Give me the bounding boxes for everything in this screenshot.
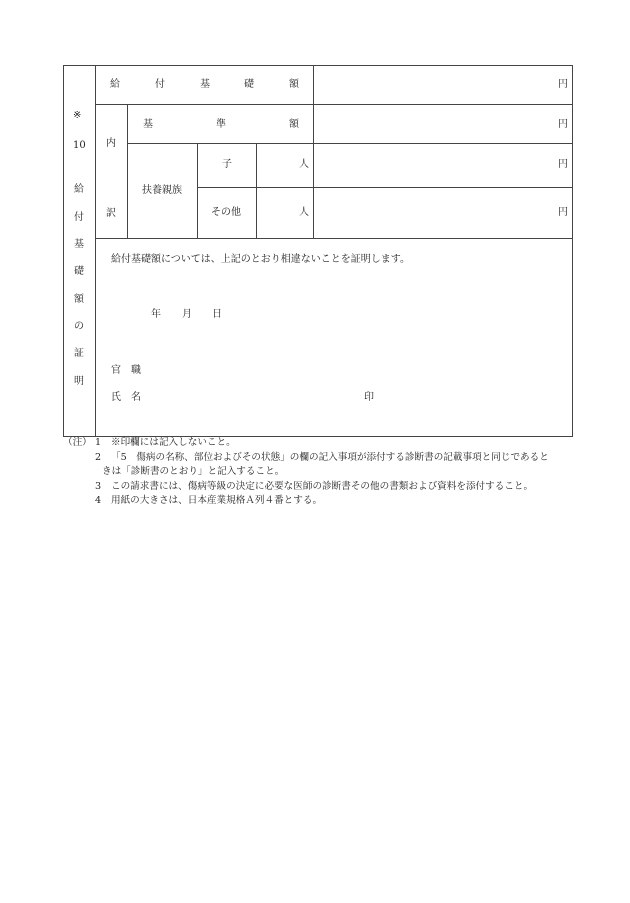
- breakdown-char: 訳: [106, 208, 116, 219]
- certificate-table: [63, 65, 573, 437]
- section-title-char: 給: [74, 184, 84, 195]
- breakdown-char: 内: [106, 138, 116, 149]
- person-unit: 人: [299, 207, 309, 218]
- child-label: 子: [222, 159, 232, 170]
- section-title-char: 基: [74, 239, 84, 250]
- date-month: 月: [182, 309, 192, 320]
- divider: [127, 143, 573, 144]
- section-title-char: 明: [74, 376, 84, 387]
- other-label: その他: [211, 207, 241, 218]
- total-label-char: 礎: [244, 79, 254, 90]
- date-day: 日: [212, 309, 222, 320]
- person-unit: 人: [299, 159, 309, 170]
- note-number: 4: [95, 495, 102, 506]
- total-label-char: 付: [155, 79, 165, 90]
- notes-prefix: （注）: [63, 437, 92, 448]
- total-label-char: 給: [110, 79, 120, 90]
- divider: [95, 104, 573, 105]
- note-text: この請求書には、傷病等級の決定に必要な医師の診断書その他の書類および資料を添付すること。: [111, 481, 534, 492]
- standard-label-char: 基: [143, 119, 153, 130]
- section-title-char: 額: [74, 294, 84, 305]
- date-year: 年: [151, 309, 161, 320]
- note-text: ※印欄には記入しないこと。: [111, 437, 236, 448]
- note-number: 1: [95, 437, 102, 448]
- section-title-char: 礎: [74, 266, 84, 277]
- certification-statement: 給付基礎額については、上記のとおり相違ないことを証明します。: [111, 254, 410, 265]
- section-title-char: 証: [74, 348, 84, 359]
- divider: [197, 187, 573, 188]
- section-title-char: の: [74, 321, 84, 332]
- divider: [313, 65, 314, 238]
- note-number: 2: [95, 452, 102, 463]
- total-label-char: 基: [200, 79, 210, 90]
- yen-unit: 円: [558, 207, 568, 218]
- standard-label-char: 額: [289, 119, 299, 130]
- yen-unit: 円: [558, 159, 568, 170]
- divider: [197, 143, 198, 238]
- name-label: 氏 名: [111, 392, 141, 403]
- note-text: きは「診断書のとおり」と記入すること。: [102, 466, 285, 477]
- position-label: 官 職: [111, 365, 141, 376]
- seal-mark: 印: [364, 392, 374, 403]
- note-text: 用紙の大きさは、日本産業規格Ａ列４番とする。: [111, 495, 323, 506]
- total-label-char: 額: [289, 79, 299, 90]
- note-number: 3: [95, 481, 102, 492]
- dependents-label: 扶養親族: [142, 185, 182, 196]
- note-text: 「5 傷病の名称、部位およびその状態」の欄の記入事項が添付する診断書の記載事項と同じであると: [111, 452, 549, 463]
- divider: [95, 65, 96, 437]
- section-mark: ※: [73, 110, 82, 121]
- section-title-char: 付: [74, 212, 84, 223]
- divider: [127, 104, 128, 238]
- standard-label-char: 準: [216, 119, 226, 130]
- divider: [256, 143, 257, 238]
- yen-unit: 円: [558, 119, 568, 130]
- section-number: 10: [73, 140, 86, 151]
- yen-unit: 円: [558, 79, 568, 90]
- divider: [95, 238, 573, 239]
